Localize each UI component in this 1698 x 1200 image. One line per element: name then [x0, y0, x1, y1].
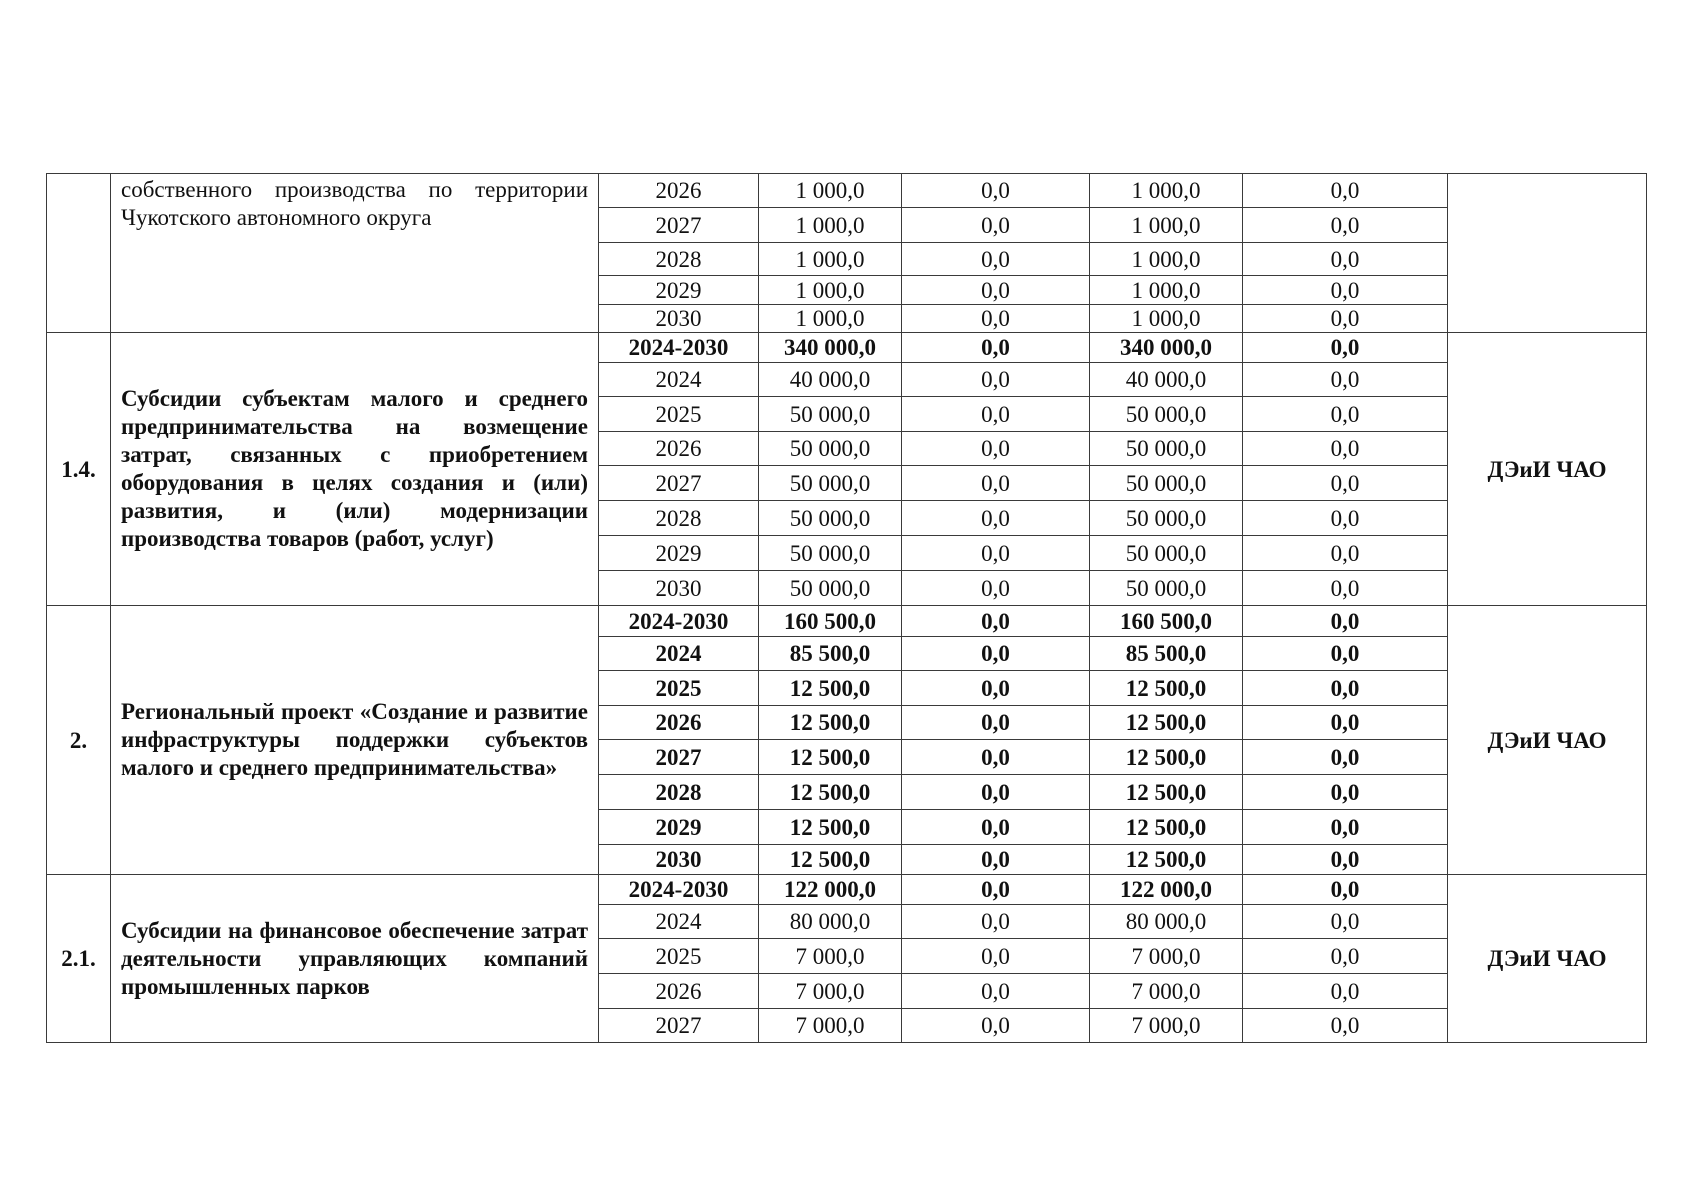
other-sources-cell: 0,0: [1243, 571, 1448, 606]
total-cell: 1 000,0: [759, 305, 902, 333]
section-number: 2.: [47, 606, 111, 875]
other-sources-cell: 0,0: [1243, 1009, 1448, 1043]
other-sources-cell: 0,0: [1243, 706, 1448, 740]
regional-budget-cell: 50 000,0: [1090, 571, 1243, 606]
regional-budget-cell: 50 000,0: [1090, 466, 1243, 501]
period-cell: 2024-2030: [599, 606, 759, 637]
table-row: [47, 174, 1647, 208]
regional-budget-cell: 80 000,0: [1090, 905, 1243, 939]
table-row: [47, 333, 1647, 363]
regional-budget-cell: 7 000,0: [1090, 1009, 1243, 1043]
section-name: Субсидии субъектам малого и среднего предпринимательства на возмещение затрат, связанных с приобретением оборудования в целях создания и (или) развития, и (или) модернизации производства товаров (работ, услуг): [111, 333, 599, 606]
section-number: 2.1.: [47, 875, 111, 1043]
other-sources-cell: 0,0: [1243, 333, 1448, 363]
period-cell: 2029: [599, 276, 759, 305]
other-sources-cell: 0,0: [1243, 174, 1448, 208]
other-sources-cell: 0,0: [1243, 939, 1448, 974]
federal-budget-cell: 0,0: [902, 243, 1090, 276]
period-cell: 2029: [599, 536, 759, 571]
total-cell: 1 000,0: [759, 276, 902, 305]
responsible-executor: ДЭиИ ЧАО: [1448, 875, 1647, 1043]
other-sources-cell: 0,0: [1243, 810, 1448, 845]
responsible-executor: [1448, 174, 1647, 333]
period-cell: 2024-2030: [599, 333, 759, 363]
total-cell: 1 000,0: [759, 243, 902, 276]
federal-budget-cell: 0,0: [902, 305, 1090, 333]
regional-budget-cell: 12 500,0: [1090, 810, 1243, 845]
federal-budget-cell: 0,0: [902, 466, 1090, 501]
total-cell: 7 000,0: [759, 939, 902, 974]
federal-budget-cell: 0,0: [902, 501, 1090, 536]
federal-budget-cell: 0,0: [902, 875, 1090, 905]
total-cell: 1 000,0: [759, 208, 902, 243]
period-cell: 2028: [599, 775, 759, 810]
period-cell: 2030: [599, 845, 759, 875]
total-cell: 50 000,0: [759, 501, 902, 536]
regional-budget-cell: 12 500,0: [1090, 775, 1243, 810]
period-cell: 2028: [599, 243, 759, 276]
regional-budget-cell: 1 000,0: [1090, 174, 1243, 208]
total-cell: 50 000,0: [759, 466, 902, 501]
table-row: [47, 606, 1647, 637]
regional-budget-cell: 50 000,0: [1090, 432, 1243, 466]
other-sources-cell: 0,0: [1243, 671, 1448, 706]
other-sources-cell: 0,0: [1243, 875, 1448, 905]
period-cell: 2024: [599, 905, 759, 939]
total-cell: 50 000,0: [759, 536, 902, 571]
budget-table-body: [47, 174, 1647, 1043]
federal-budget-cell: 0,0: [902, 740, 1090, 775]
federal-budget-cell: 0,0: [902, 775, 1090, 810]
regional-budget-cell: 7 000,0: [1090, 974, 1243, 1009]
federal-budget-cell: 0,0: [902, 939, 1090, 974]
federal-budget-cell: 0,0: [902, 432, 1090, 466]
total-cell: 12 500,0: [759, 775, 902, 810]
total-cell: 80 000,0: [759, 905, 902, 939]
period-cell: 2027: [599, 1009, 759, 1043]
period-cell: 2026: [599, 974, 759, 1009]
period-cell: 2025: [599, 397, 759, 432]
federal-budget-cell: 0,0: [902, 845, 1090, 875]
responsible-executor: ДЭиИ ЧАО: [1448, 606, 1647, 875]
other-sources-cell: 0,0: [1243, 243, 1448, 276]
regional-budget-cell: 12 500,0: [1090, 740, 1243, 775]
federal-budget-cell: 0,0: [902, 536, 1090, 571]
federal-budget-cell: 0,0: [902, 571, 1090, 606]
federal-budget-cell: 0,0: [902, 1009, 1090, 1043]
period-cell: 2027: [599, 208, 759, 243]
regional-budget-cell: 1 000,0: [1090, 243, 1243, 276]
section-number: 1.4.: [47, 333, 111, 606]
total-cell: 7 000,0: [759, 974, 902, 1009]
federal-budget-cell: 0,0: [902, 174, 1090, 208]
section-number: [47, 174, 111, 333]
regional-budget-cell: 1 000,0: [1090, 305, 1243, 333]
regional-budget-cell: 340 000,0: [1090, 333, 1243, 363]
regional-budget-cell: 40 000,0: [1090, 363, 1243, 397]
total-cell: 50 000,0: [759, 432, 902, 466]
period-cell: 2024: [599, 637, 759, 671]
period-cell: 2030: [599, 305, 759, 333]
federal-budget-cell: 0,0: [902, 397, 1090, 432]
other-sources-cell: 0,0: [1243, 363, 1448, 397]
federal-budget-cell: 0,0: [902, 363, 1090, 397]
period-cell: 2025: [599, 671, 759, 706]
period-cell: 2027: [599, 466, 759, 501]
federal-budget-cell: 0,0: [902, 606, 1090, 637]
budget-table: [46, 173, 1647, 1043]
regional-budget-cell: 12 500,0: [1090, 706, 1243, 740]
regional-budget-cell: 7 000,0: [1090, 939, 1243, 974]
section-name: собственного производства по территории Чукотского автономного округа: [111, 174, 599, 333]
regional-budget-cell: 50 000,0: [1090, 501, 1243, 536]
other-sources-cell: 0,0: [1243, 637, 1448, 671]
period-cell: 2025: [599, 939, 759, 974]
other-sources-cell: 0,0: [1243, 501, 1448, 536]
total-cell: 12 500,0: [759, 845, 902, 875]
total-cell: 12 500,0: [759, 706, 902, 740]
period-cell: 2026: [599, 432, 759, 466]
other-sources-cell: 0,0: [1243, 536, 1448, 571]
regional-budget-cell: 1 000,0: [1090, 276, 1243, 305]
period-cell: 2028: [599, 501, 759, 536]
other-sources-cell: 0,0: [1243, 208, 1448, 243]
federal-budget-cell: 0,0: [902, 671, 1090, 706]
total-cell: 160 500,0: [759, 606, 902, 637]
other-sources-cell: 0,0: [1243, 276, 1448, 305]
federal-budget-cell: 0,0: [902, 276, 1090, 305]
total-cell: 7 000,0: [759, 1009, 902, 1043]
total-cell: 1 000,0: [759, 174, 902, 208]
regional-budget-cell: 50 000,0: [1090, 397, 1243, 432]
table-row: [47, 875, 1647, 905]
other-sources-cell: 0,0: [1243, 775, 1448, 810]
total-cell: 122 000,0: [759, 875, 902, 905]
total-cell: 50 000,0: [759, 397, 902, 432]
federal-budget-cell: 0,0: [902, 905, 1090, 939]
federal-budget-cell: 0,0: [902, 706, 1090, 740]
period-cell: 2024-2030: [599, 875, 759, 905]
total-cell: 12 500,0: [759, 740, 902, 775]
total-cell: 85 500,0: [759, 637, 902, 671]
regional-budget-cell: 50 000,0: [1090, 536, 1243, 571]
total-cell: 12 500,0: [759, 671, 902, 706]
period-cell: 2026: [599, 174, 759, 208]
federal-budget-cell: 0,0: [902, 974, 1090, 1009]
regional-budget-cell: 12 500,0: [1090, 671, 1243, 706]
period-cell: 2030: [599, 571, 759, 606]
other-sources-cell: 0,0: [1243, 432, 1448, 466]
other-sources-cell: 0,0: [1243, 905, 1448, 939]
other-sources-cell: 0,0: [1243, 397, 1448, 432]
regional-budget-cell: 1 000,0: [1090, 208, 1243, 243]
other-sources-cell: 0,0: [1243, 305, 1448, 333]
other-sources-cell: 0,0: [1243, 606, 1448, 637]
period-cell: 2026: [599, 706, 759, 740]
regional-budget-cell: 160 500,0: [1090, 606, 1243, 637]
regional-budget-cell: 12 500,0: [1090, 845, 1243, 875]
federal-budget-cell: 0,0: [902, 333, 1090, 363]
regional-budget-cell: 85 500,0: [1090, 637, 1243, 671]
other-sources-cell: 0,0: [1243, 466, 1448, 501]
total-cell: 50 000,0: [759, 571, 902, 606]
federal-budget-cell: 0,0: [902, 810, 1090, 845]
section-name: Субсидии на финансовое обеспечение затрат деятельности управляющих компаний промышленных парков: [111, 875, 599, 1043]
period-cell: 2024: [599, 363, 759, 397]
responsible-executor: ДЭиИ ЧАО: [1448, 333, 1647, 606]
federal-budget-cell: 0,0: [902, 208, 1090, 243]
total-cell: 12 500,0: [759, 810, 902, 845]
other-sources-cell: 0,0: [1243, 740, 1448, 775]
section-name: Региональный проект «Создание и развитие инфраструктуры поддержки субъектов малого и среднего предпринимательства»: [111, 606, 599, 875]
period-cell: 2027: [599, 740, 759, 775]
total-cell: 340 000,0: [759, 333, 902, 363]
other-sources-cell: 0,0: [1243, 845, 1448, 875]
regional-budget-cell: 122 000,0: [1090, 875, 1243, 905]
period-cell: 2029: [599, 810, 759, 845]
other-sources-cell: 0,0: [1243, 974, 1448, 1009]
total-cell: 40 000,0: [759, 363, 902, 397]
federal-budget-cell: 0,0: [902, 637, 1090, 671]
